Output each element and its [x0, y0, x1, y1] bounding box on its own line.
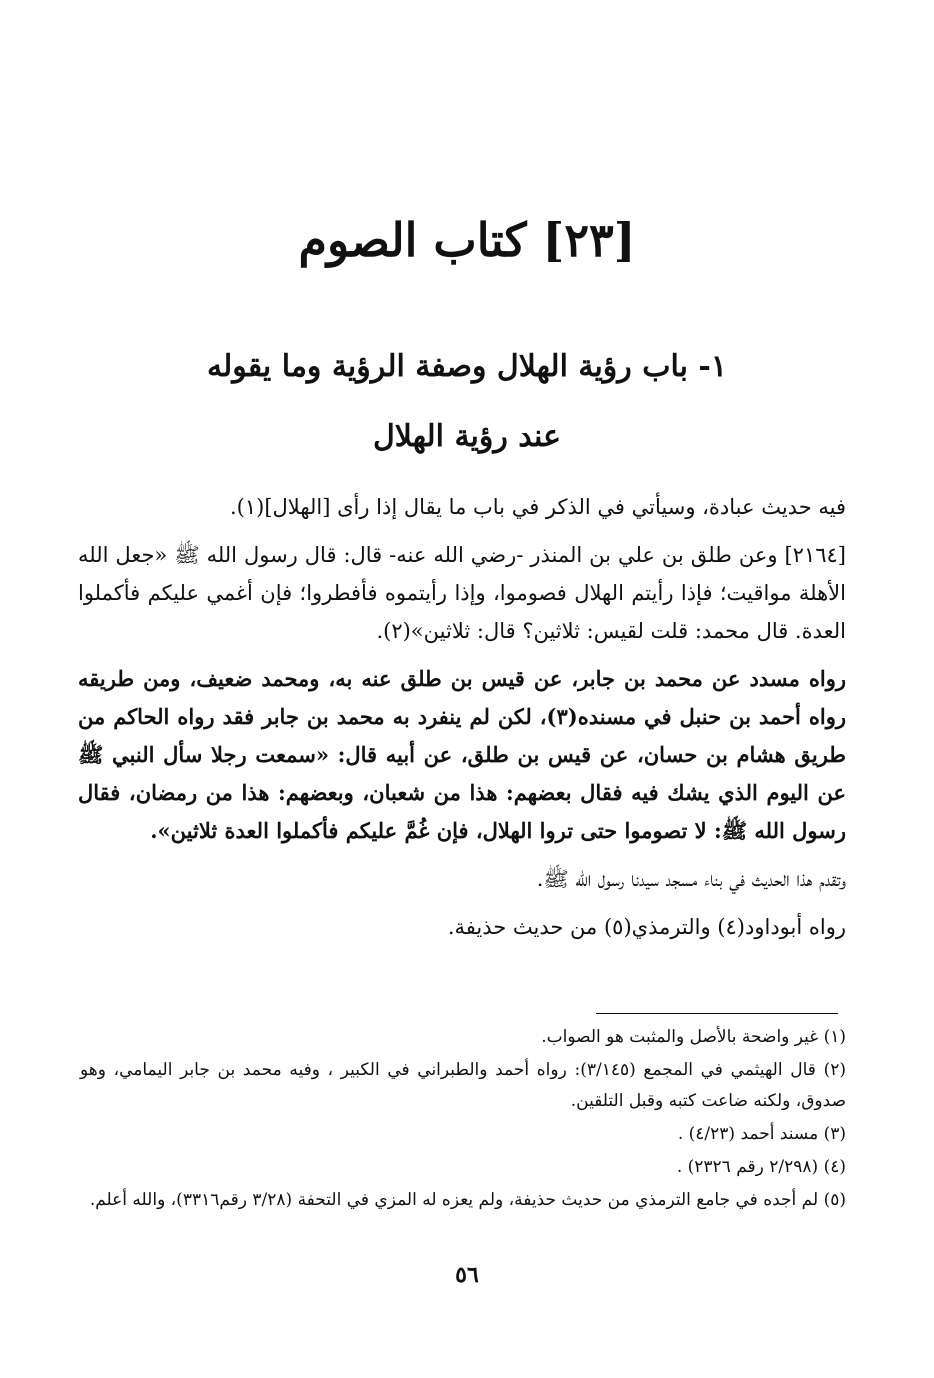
footnotes [80, 1022, 846, 1218]
paragraph-intro: فيه حديث عبادة، وسيأتي في الذكر في باب ما يقال إذا رأى [الهلال](١). [229, 495, 846, 519]
book-title: [٢٣] كتاب الصوم [298, 213, 636, 267]
paragraph-cross-reference: وتقدم هذا الحديث في بناء مسجد سيدنا رسول الله ﷺ. [536, 867, 846, 891]
page-number: ٥٦ [455, 1262, 479, 1288]
footnote-2: (٢) قال الهيثمي في المجمع (٣/١٤٥): رواه أحمد والطبراني في الكبير ، وفيه محمد بن جابر اليمامي، وهو صدوق، ولكنه ضاعت كتبه وقبل التلقين. [80, 1060, 846, 1111]
chapter-title-line-1: ١- باب رؤية الهلال وصفة الرؤية وما يقوله [207, 349, 727, 384]
chapter-title-line-2: عند رؤية الهلال [373, 419, 561, 454]
footnote-3: (٣) مسند أحمد (٤/٢٣) . [677, 1124, 846, 1144]
chapter-title [100, 332, 834, 472]
paragraph-narration: رواه أبوداود(٤) والترمذي(٥) من حديث حذيفة. [447, 915, 846, 939]
paragraph-commentary: رواه مسدد عن محمد بن جابر، عن قيس بن طلق عنه به، ومحمد ضعيف، ومن طريقه رواه أحمد بن حنبل في مسنده(٣)، لكن لم ينفرد به محمد بن جابر فقد رواه الحاكم من طريق هشام بن حسان، عن قيس بن طلق، عن أبيه قال: «سمعت رجلا سأل النبي ﷺ عن اليوم الذي يشك فيه فقال بعضهم: هذا من شعبان، وبعضهم: هذا من رمضان، فقال رسول الله ﷺ: لا تصوموا حتى تروا الهلال، فإن غُمَّ عليكم فأكملوا العدة ثلاثين». [78, 666, 846, 843]
main-text [78, 488, 846, 956]
paragraph-hadith-2164: [٢١٦٤] وعن طلق بن علي بن المنذر -رضي الله عنه- قال: قال رسول الله ﷺ «جعل الله الأهلة مواقيت؛ فإذا رأيتم الهلال فصوموا، وإذا رأيتموه فأفطروا؛ فإن أغمي عليكم فأكملوا العدة. قال محمد: قلت لقيس: ثلاثين؟ قال: ثلاثين»(٢). [78, 543, 846, 643]
footnote-1: (١) غير واضحة بالأصل والمثبت هو الصواب. [541, 1027, 846, 1047]
footnote-divider [596, 1013, 838, 1014]
footnote-5: (٥) لم أجده في جامع الترمذي من حديث حذيفة، ولم يعزه له المزي في التحفة (٣/٢٨ رقم٣٣١٦)، والله أعلم. [89, 1190, 846, 1210]
footnote-4: (٤) (٢/٢٩٨ رقم ٢٣٢٦) . [676, 1157, 846, 1177]
